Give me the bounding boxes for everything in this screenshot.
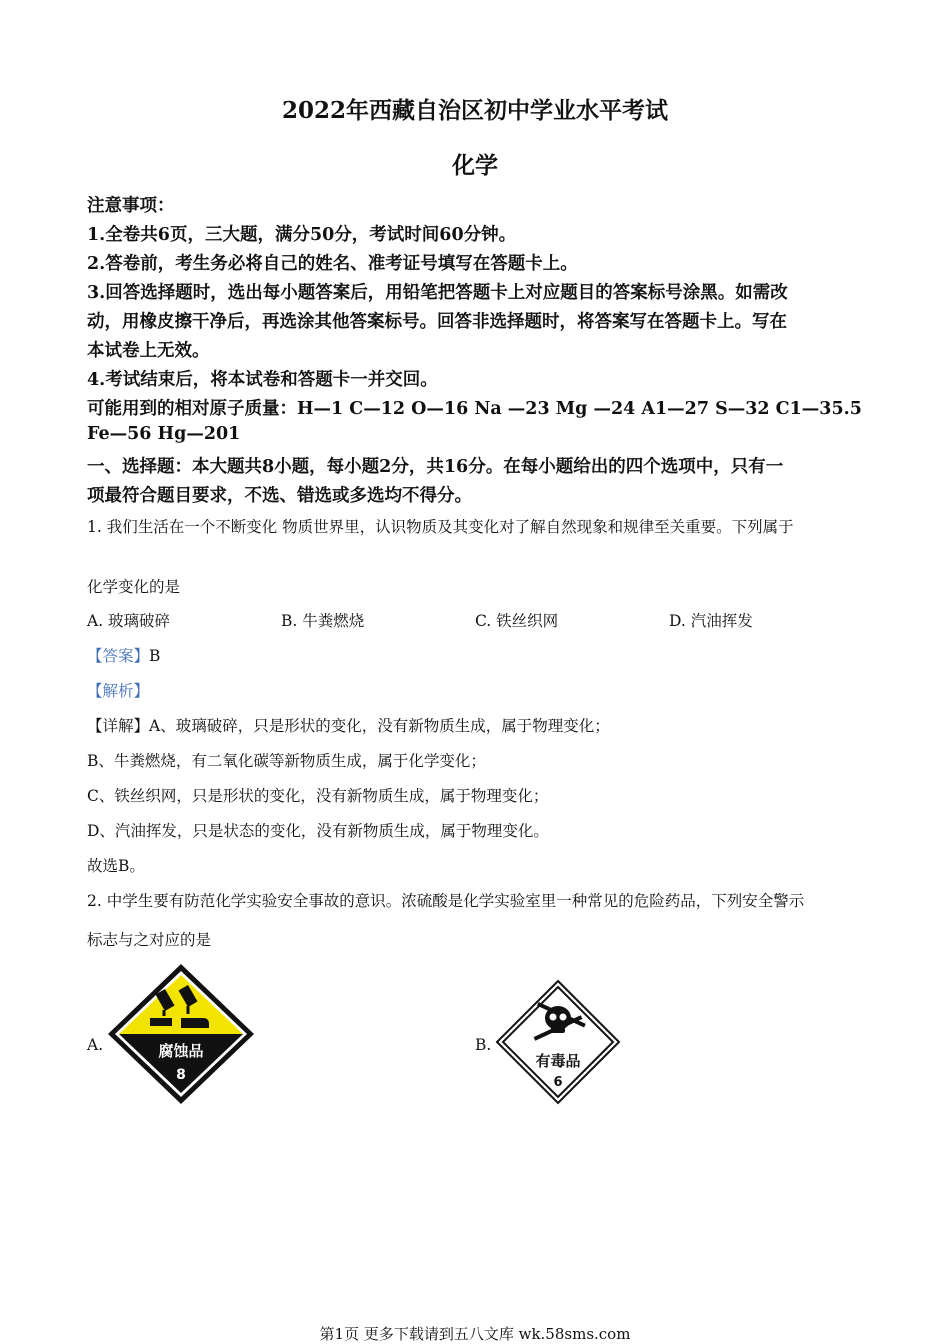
sign-a-text: 腐蚀品 (158, 1042, 204, 1060)
notice-item: 1.全卷共6页，三大题，满分50分，考试时间60分钟。 (87, 225, 517, 245)
exam-title: 2022年西藏自治区初中学业水平考试 (281, 97, 668, 124)
answer-value: B (149, 647, 161, 665)
atomic-mass-line: 可能用到的相对原子质量：H—1 C—12 O—16 Na —23 Mg —24 A1—27 S—32 C1—35.5 (87, 399, 862, 419)
detail-line: D、汽油挥发，只是状态的变化，没有新物质生成，属于物理变化。 (87, 822, 549, 840)
answer-line (87, 644, 160, 666)
option-c: C. 铁丝织网 (475, 612, 559, 630)
sign-b-number: 6 (553, 1075, 563, 1090)
option-a-label: A. (87, 1036, 104, 1054)
subject-title: 化学 (452, 152, 498, 179)
analysis-label: 【解析】 (87, 682, 150, 700)
detail-line: C、铁丝织网，只是形状的变化，没有新物质生成，属于物理变化； (87, 787, 549, 805)
question-stem: 标志与之对应的是 (87, 931, 212, 949)
question-stem: 1. 我们生活在一个不断变化 物质世界里，认识物质及其变化对了解自然现象和规律至关重要。下列属于 (87, 518, 794, 536)
notice-item: 本试卷上无效。 (87, 341, 210, 361)
detail-label: 【详解】 (87, 717, 150, 735)
corrosive-sign-icon (106, 962, 256, 1106)
question-stem: 化学变化的是 (87, 578, 181, 596)
notice-item: 动，用橡皮擦干净后，再选涂其他答案标号。回答非选择题时，将答案写在答题卡上。写在 (87, 312, 787, 332)
section-intro: 项最符合题目要求，不选、错选或多选均不得分。 (87, 486, 472, 506)
option-b-label: B. (475, 1036, 492, 1054)
notice-item: 3.回答选择题时，选出每小题答案后，用铅笔把答题卡上对应题目的答案标号涂黑。如需改 (87, 283, 788, 303)
notice-heading: 注意事项： (87, 196, 175, 216)
notice-item: 4.考试结束后，将本试卷和答题卡一并交回。 (87, 370, 438, 390)
page-footer: 第1页 更多下载请到五八文库 wk.58sms.com (319, 1325, 631, 1343)
atomic-mass-line: Fe—56 Hg—201 (87, 424, 241, 444)
section-intro: 一、选择题：本大题共8小题，每小题2分，共16分。在每小题给出的四个选项中，只有一 (87, 457, 784, 477)
notice-item: 2.答卷前，考生务必将自己的姓名、准考证号填写在答题卡上。 (87, 254, 578, 274)
answer-label: 【答案】 (87, 647, 150, 665)
option-d: D. 汽油挥发 (669, 612, 753, 630)
detail-text: A、玻璃破碎，只是形状的变化，没有新物质生成，属于物理变化； (149, 717, 610, 735)
detail-line (87, 714, 610, 736)
sign-a-number: 8 (176, 1067, 186, 1083)
detail-line: 故选B。 (87, 857, 145, 875)
question-stem: 2. 中学生要有防范化学实验安全事故的意识。浓硫酸是化学实验室里一种常见的危险药品，下列安全警示 (87, 892, 805, 910)
option-a: A. 玻璃破碎 (87, 612, 171, 630)
sign-b-text: 有毒品 (535, 1052, 581, 1070)
detail-line: B、牛粪燃烧，有二氧化碳等新物质生成，属于化学变化； (87, 752, 486, 770)
option-b: B. 牛粪燃烧 (281, 612, 365, 630)
toxic-sign-icon (494, 978, 622, 1106)
